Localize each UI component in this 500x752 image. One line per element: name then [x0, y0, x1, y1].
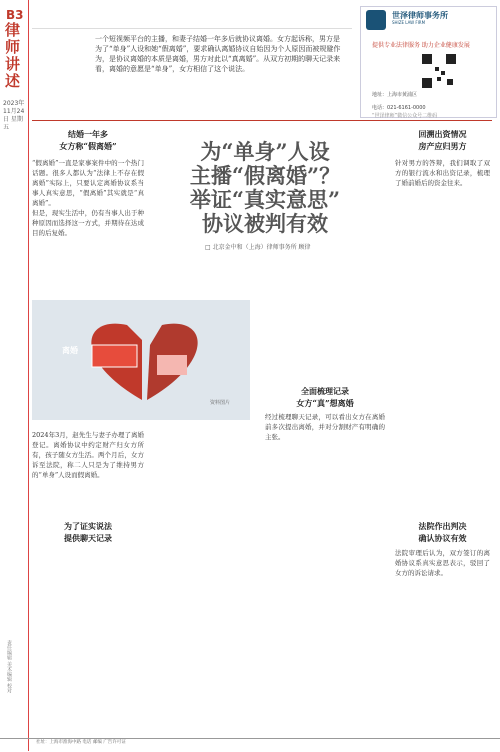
right-subhead-2-line1: 全面梳理记录 — [301, 386, 349, 396]
left-subhead — [32, 128, 144, 152]
right-subhead-3-line2: 确认协议有效 — [418, 533, 467, 543]
illustration-caption: 资料图片 — [210, 400, 231, 406]
right-subhead-1-line2: 房产应归男方 — [418, 141, 467, 151]
left-paragraph: “假离婚”一直是家事案件中的一个热门话题。很多人都认为“法律上不存在假离婚”实际上，只要认定离婚协议系当事人真实意思，“假离婚”其实就是“真离婚”。 — [32, 159, 144, 207]
headline-line3: 举证“真实意思” — [189, 187, 341, 212]
headline — [170, 140, 360, 236]
left-paragraph: 但是，现实生活中，仍有当事人出于种种原因而选择这一方式，并期待在达成目的后复婚。 — [32, 209, 144, 237]
page-number: B3 — [6, 8, 24, 22]
lead-paragraph: 一个短视频平台的主播，和妻子结婚一年多后就协议离婚。女方起诉称，男方是为了“单身”人设和她“假离婚”，要求确认离婚协议自始因为个人原因而被规避作为，是协议离婚的本质是离婚，男方对此以“真离婚”。从双方初期的聊天记录来看，离婚的意愿是“单身”，女方相信了这个说法。 — [95, 35, 341, 73]
byline: □ 北京金中和（上海）律师事务所 顾律 — [205, 244, 311, 251]
mid-column-text: 2024年3月，赵先生与妻子办理了离婚登记。离婚协议中约定财产归女方所有，孩子随女方生活。两个月后，女方诉至法院，称二人只是为了维持男方的“单身”人设而假离婚。 — [32, 431, 144, 479]
firm-slogan: 提供专业法律服务 助力企业健康发展 — [372, 42, 470, 49]
headline-line4: 协议被判有效 — [202, 211, 328, 236]
divider — [32, 120, 492, 121]
headline-line2: 主播“假离婚”？ — [189, 163, 341, 188]
right-paragraph-2: 经过梳理聊天记录，可以看出女方在离婚前多次提出离婚，并对分割财产有明确的主张。 — [265, 413, 385, 441]
firm-logo-icon — [366, 10, 386, 30]
left-subhead-line1: 结婚一年多 — [68, 129, 108, 139]
mid-subhead-line2: 提供聊天记录 — [64, 533, 112, 543]
issue-date: 2023年11月24日 星期五 — [3, 100, 25, 131]
section-title: 律师讲述 — [3, 22, 21, 90]
footer — [0, 738, 500, 752]
right-subhead-2 — [265, 385, 385, 409]
left-column-text — [32, 158, 144, 293]
right-subhead-3 — [395, 520, 490, 544]
divider — [32, 28, 352, 29]
editor-credit: 责任编辑 美术编辑 校对 — [6, 640, 12, 694]
headline-line1: 为“单身”人设 — [200, 139, 330, 164]
right-subhead-1-line1: 回溯出资情况 — [418, 129, 467, 139]
qr-code-icon — [420, 52, 458, 90]
firm-english-name: SHIZE LAW FIRM — [392, 20, 426, 25]
firm-name: 世泽律师事务所 — [392, 11, 448, 20]
firm-address: 地址：上海市黄浦区 — [372, 92, 418, 98]
right-paragraph-3: 法院审理后认为，双方签订的离婚协议系真实意思表示，驳回了女方的诉讼请求。 — [395, 549, 490, 577]
mid-subhead-line1: 为了证实说法 — [64, 521, 112, 531]
ad-caption: “世泽律师”微信公众号二维码 — [372, 113, 438, 119]
mid-subhead — [32, 520, 144, 544]
footer-text: 社址：上海市淮海中路 电话 邮编 广告许可证 — [36, 740, 126, 745]
left-subhead-line2: 女方称“假离婚” — [59, 141, 117, 151]
right-subhead-3-line1: 法院作出判决 — [418, 521, 467, 531]
illustration-label: 离婚 — [62, 346, 78, 355]
right-paragraph-1: 针对男方的答辩，我们调取了双方的银行流水和出资记录，梳理了婚前婚后的资金往来。 — [395, 159, 490, 187]
firm-phone: 电话：021-6161-0000 — [372, 105, 426, 111]
right-subhead-2-line2: 女方“真”想离婚 — [296, 398, 354, 408]
right-subhead-1 — [395, 128, 490, 152]
